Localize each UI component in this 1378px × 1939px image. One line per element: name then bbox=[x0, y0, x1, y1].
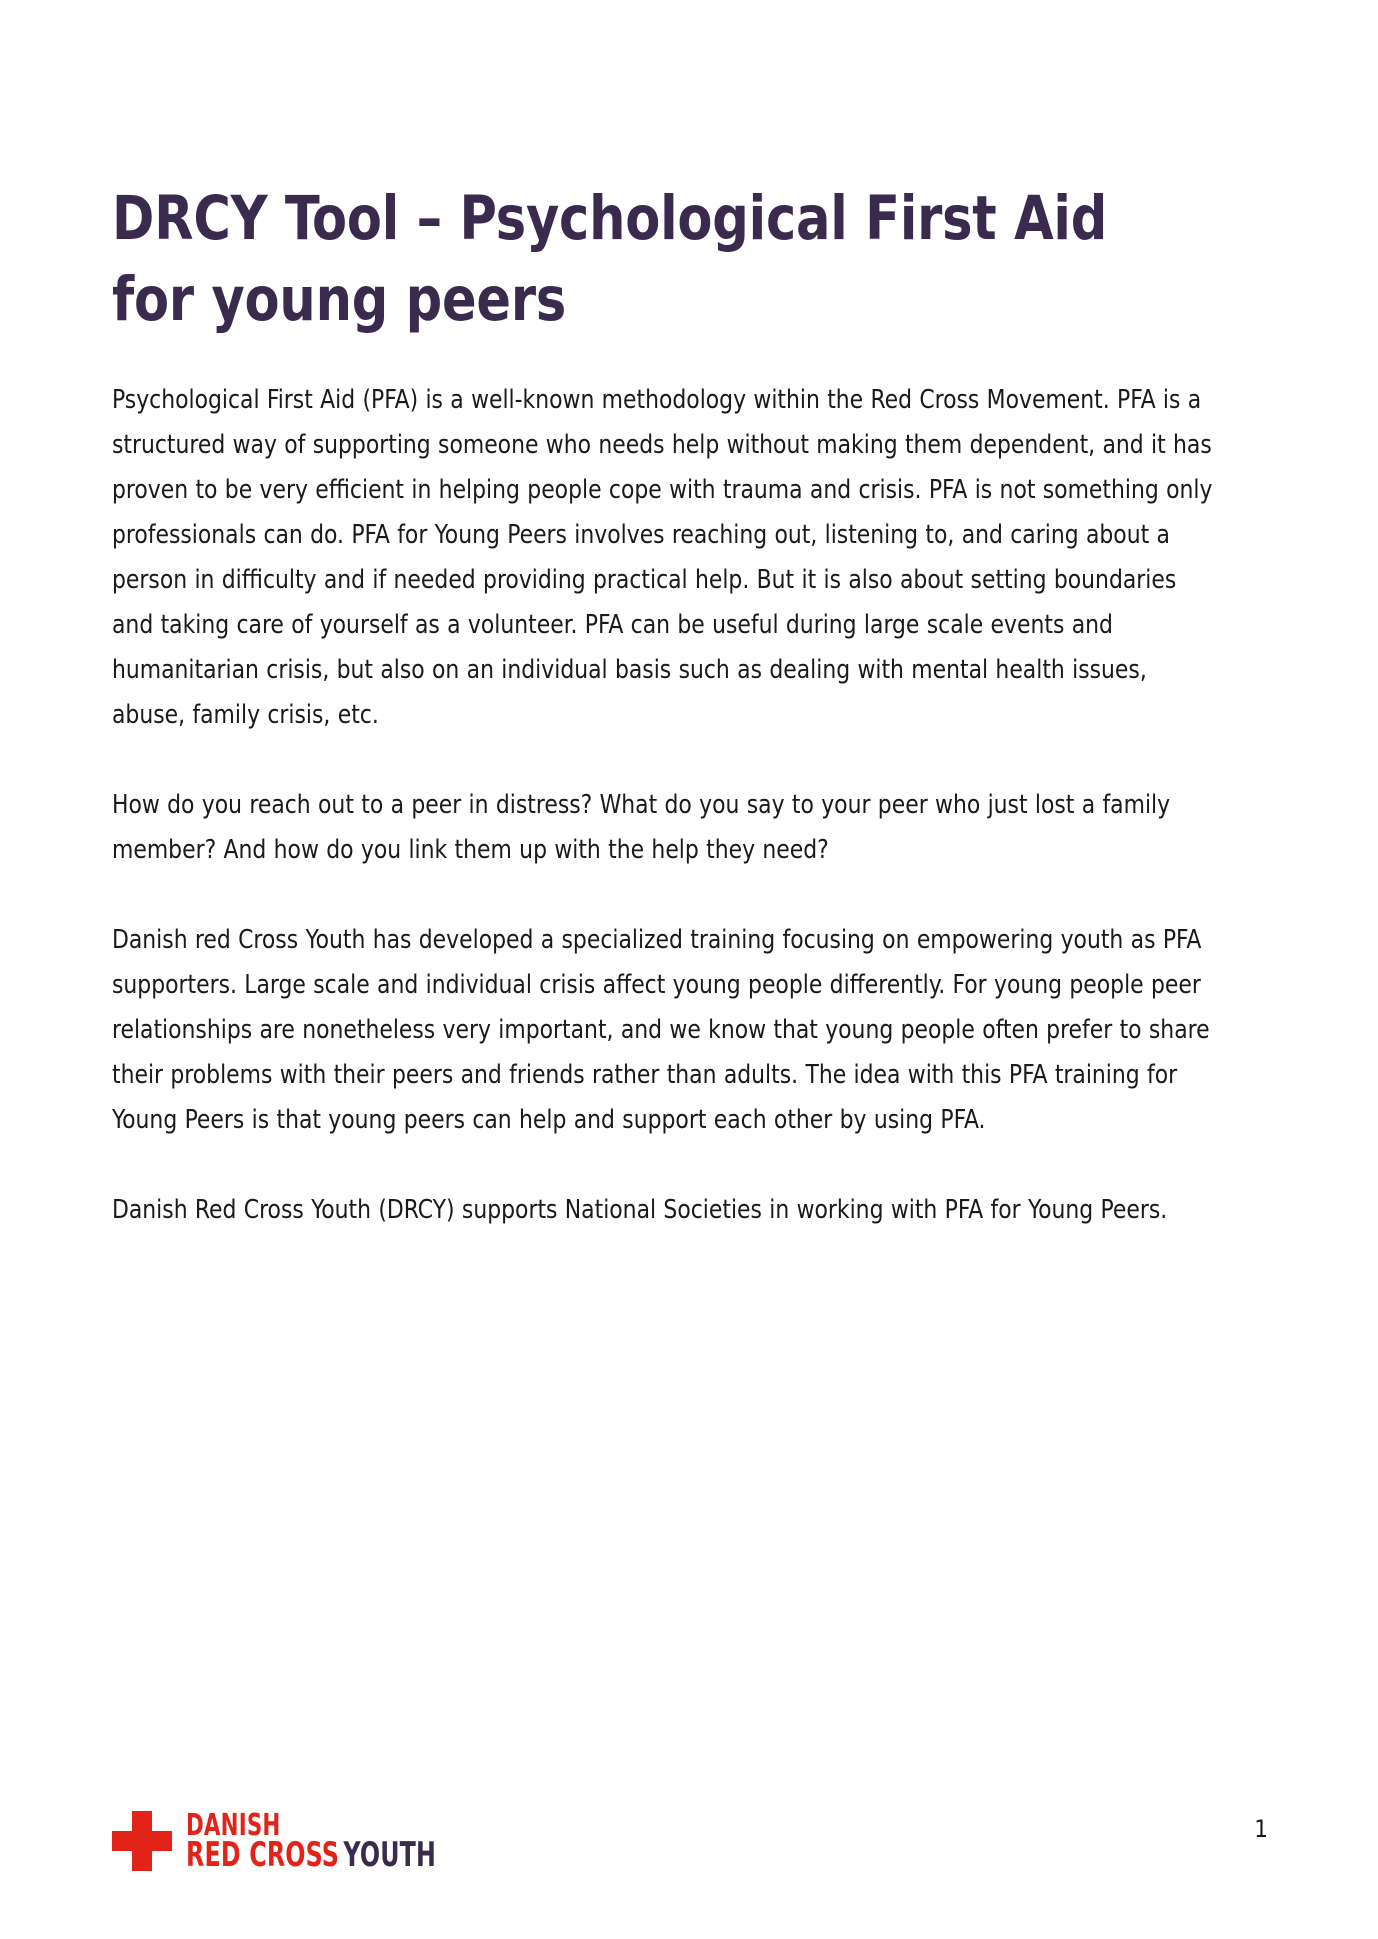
paragraph-1: Psychological First Aid (PFA) is a well-known methodology within the Red Cross Movement. PFA is a structured way of supporting someone who needs help without making them dependent, and it has proven to be very efficient in helping people cope with trauma and crisis. PFA is not something only professionals can do. PFA for Young Peers involves reaching out, listening to, and caring about a person in difficulty and if needed providing practical help. But it is also about setting boundaries and taking care of yourself as a volunteer. PFA can be useful during large scale events and humanitarian crisis, but also on an individual basis such as dealing with mental health issues, abuse, family crisis, etc. bbox=[112, 385, 1213, 731]
paragraph-3: Danish red Cross Youth has developed a specialized training focusing on empowering youth as PFA supporters. Large scale and individual crisis affect young people differently. For young people peer relationships are nonetheless very important, and we know that young people often prefer to share their problems with their peers and friends rather than adults. The idea with this PFA training for Young Peers is that young peers can help and support each other by using PFA. bbox=[112, 925, 1210, 1136]
logo-text-red-cross: RED CROSS bbox=[186, 1835, 340, 1875]
page-number: 1 bbox=[1254, 1815, 1268, 1843]
drcy-logo bbox=[112, 1805, 470, 1877]
logo-line-danish: DANISH bbox=[186, 1807, 281, 1843]
logo-line-red-cross-youth bbox=[186, 1835, 437, 1875]
logo-wordmark bbox=[186, 1807, 470, 1875]
red-cross-icon bbox=[112, 1811, 172, 1871]
page-content bbox=[112, 178, 1267, 1233]
paragraph-2: How do you reach out to a peer in distress? What do you say to your peer who just lost a family member? And how do you link them up with the help they need? bbox=[112, 790, 1171, 866]
logo-text-youth: YOUTH bbox=[343, 1835, 437, 1875]
body-text bbox=[112, 378, 1267, 1233]
page-title: DRCY Tool – Psychological First Aid for young peers bbox=[112, 183, 1125, 336]
paragraph-4: Danish Red Cross Youth (DRCY) supports National Societies in working with PFA for Young Peers. bbox=[112, 1195, 1168, 1226]
page-footer bbox=[0, 1759, 1378, 1939]
